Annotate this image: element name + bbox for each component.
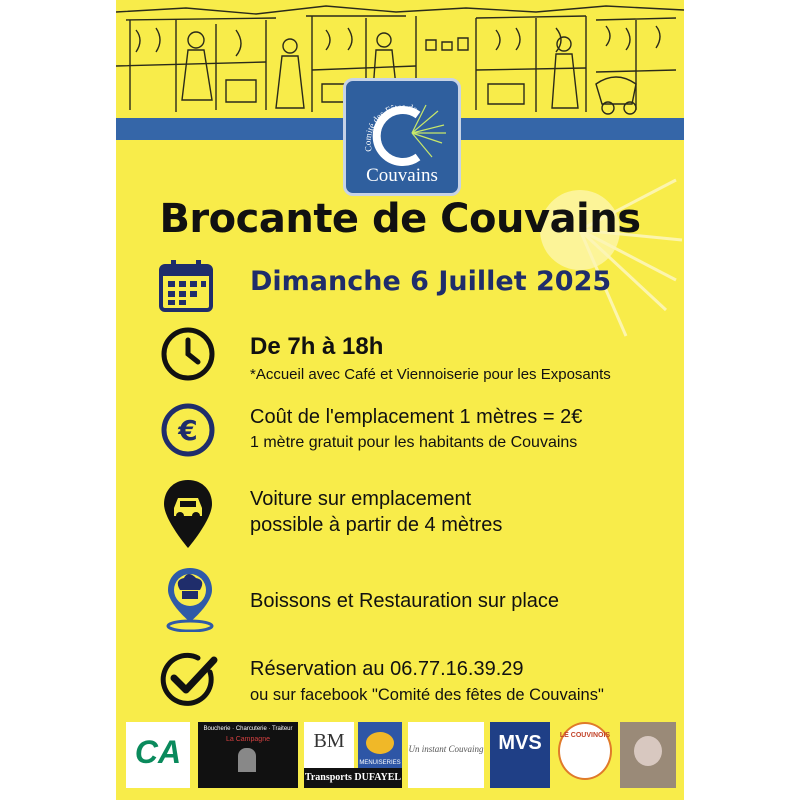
- food-text: Boissons et Restauration sur place: [250, 590, 560, 612]
- reservation-facebook: ou sur facebook "Comité des fêtes de Couvains": [250, 686, 604, 704]
- church-icon: [238, 748, 256, 772]
- comite-des-fetes-logo: [343, 78, 461, 196]
- couvinois-badge: [558, 722, 612, 780]
- instant-text: Un instant Couvaing: [408, 744, 484, 754]
- sponsor-le-couvinois-logo: [556, 722, 614, 788]
- price-text: Coût de l'emplacement 1 mètres = 2€: [250, 406, 583, 428]
- hours-note: *Accueil avec Café et Viennoiserie pour les Exposants: [250, 366, 611, 383]
- transports-dufayel-banner: Transports DUFAYEL: [304, 768, 402, 788]
- car-pin-icon: [162, 478, 214, 550]
- parking-text-line1: Voiture sur emplacement: [250, 488, 472, 510]
- logo-arc-text: Comité des Fêtes de: [362, 101, 419, 153]
- ca-text: CA: [134, 734, 182, 770]
- sponsor-photo-logo: [620, 722, 676, 788]
- sponsor-un-instant-logo: [408, 722, 484, 788]
- sponsor-photo-icon: [634, 736, 662, 766]
- sponsor-strip: [116, 722, 684, 800]
- clock-icon: [160, 326, 216, 382]
- check-circle-icon: [158, 650, 220, 710]
- boucherie-title: Boucherie · Charcuterie · Traiteur: [203, 726, 293, 732]
- sponsor-mvs-logo: [490, 722, 550, 788]
- mvs-text: MVS: [498, 732, 542, 754]
- boucherie-name: La Campagne: [226, 736, 270, 743]
- poster: [116, 0, 684, 800]
- hours-text: De 7h à 18h: [250, 333, 384, 360]
- parking-text-line2: possible à partir de 4 mètres: [250, 514, 503, 536]
- poster-title: Brocante de Couvains: [159, 196, 641, 242]
- bm-text: BM: [313, 730, 345, 752]
- calendar-icon: [158, 258, 214, 314]
- euro-icon: [160, 402, 216, 458]
- event-date: Dimanche 6 Juillet 2025: [250, 266, 612, 297]
- sponsor-credit-agricole-logo: [126, 722, 190, 788]
- reservation-phone: Réservation au 06.77.16.39.29: [250, 658, 524, 680]
- logo-label: Couvains: [366, 165, 438, 186]
- menuiseries-text: MENUISERIES: [359, 760, 401, 766]
- svg-text:€: €: [178, 414, 198, 447]
- couvinois-text: LE COUVINOIS: [559, 732, 611, 739]
- menuiseries-emblem-icon: [366, 732, 394, 754]
- price-note: 1 mètre gratuit pour les habitants de Couvains: [250, 434, 578, 451]
- sponsor-boucherie-logo: [198, 722, 298, 788]
- chef-hat-pin-icon: [160, 566, 220, 632]
